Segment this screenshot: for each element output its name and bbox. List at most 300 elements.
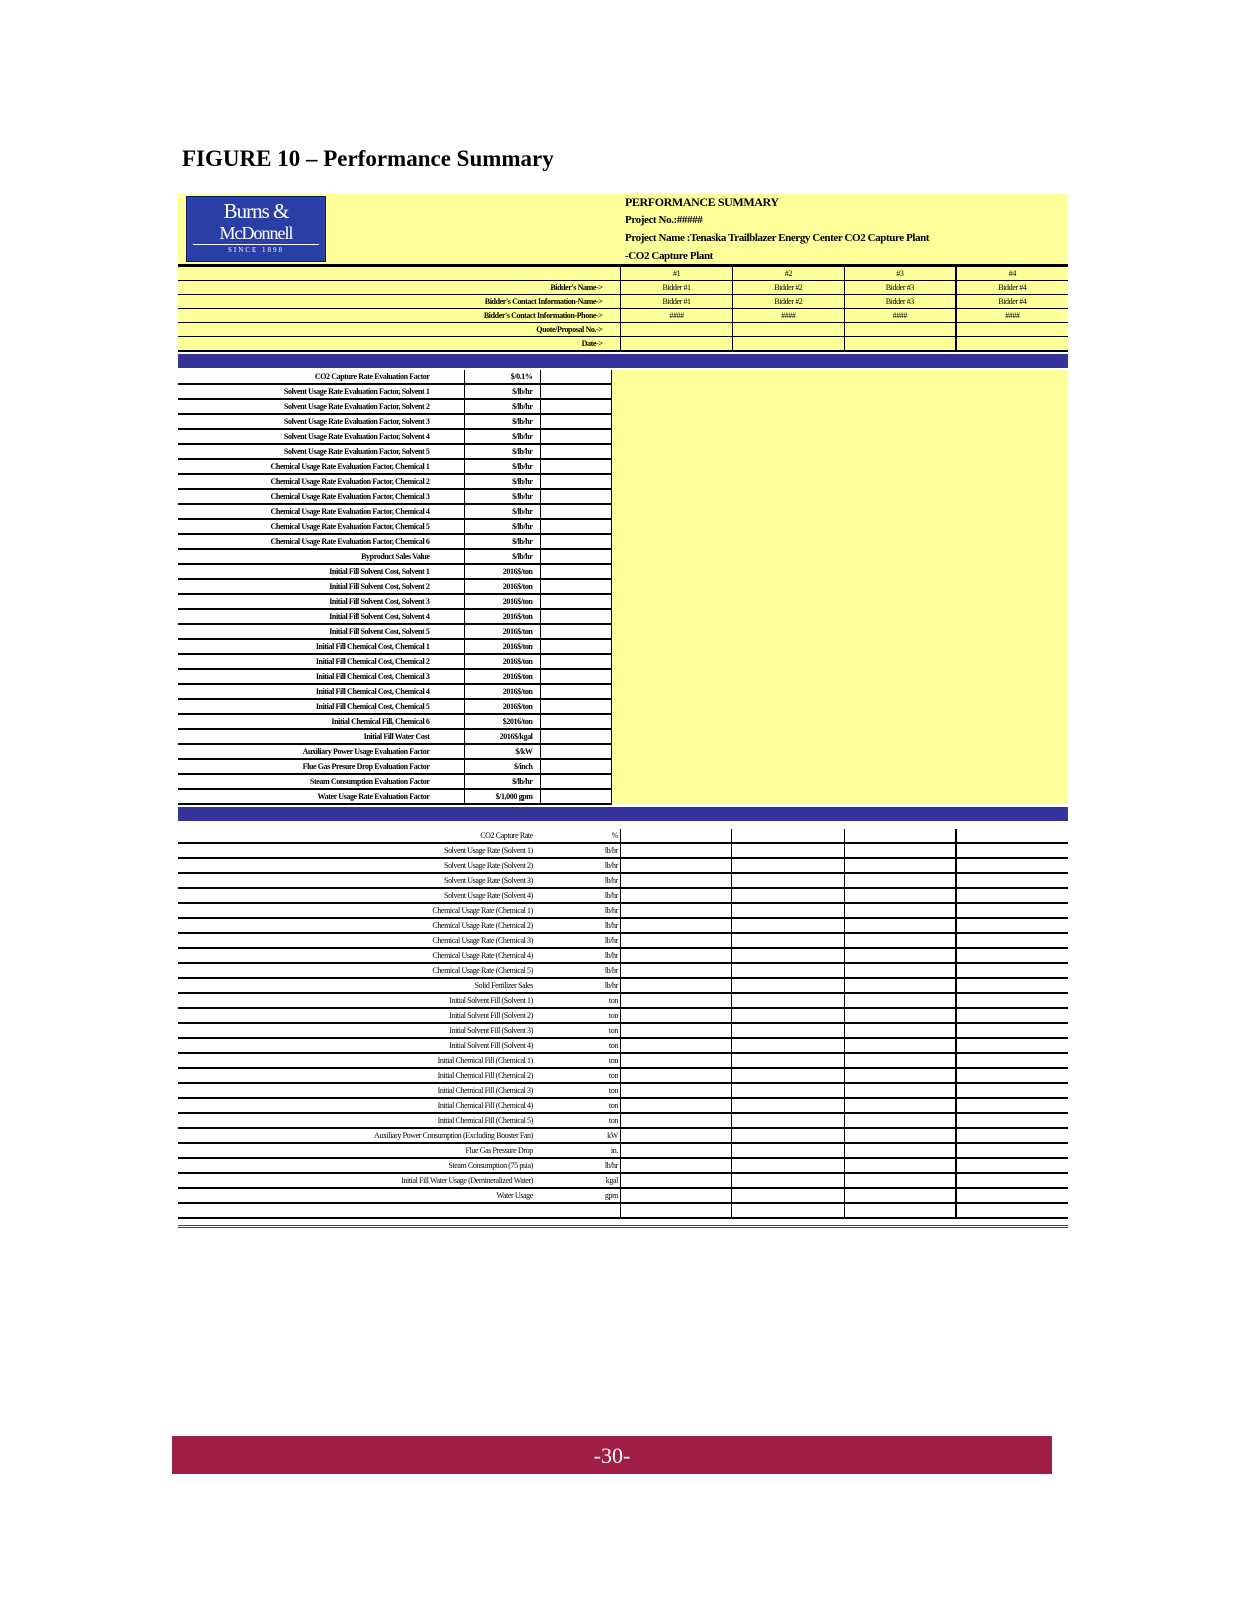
evaluation-factor-unit: $/lb/hr <box>464 774 540 789</box>
evaluation-factor-label: Solvent Usage Rate Evaluation Factor, Solvent 3 <box>178 414 464 429</box>
table-end-rule <box>178 1225 1068 1228</box>
logo-tagline: SINCE 1898 <box>228 246 284 254</box>
performance-bidder-cell <box>844 1188 955 1203</box>
performance-bidder-cell <box>620 1038 731 1053</box>
performance-row <box>178 903 1068 918</box>
performance-bidder-cell <box>620 873 731 888</box>
performance-bidder-cell <box>956 933 1068 948</box>
evaluation-factor-label: Initial Fill Chemical Cost, Chemical 5 <box>178 699 464 714</box>
performance-bidder-cell <box>956 1143 1068 1158</box>
evaluation-factor-unit: $/lb/hr <box>464 414 540 429</box>
evaluation-factor-label: Chemical Usage Rate Evaluation Factor, Chemical 3 <box>178 489 464 504</box>
performance-row <box>178 1083 1068 1098</box>
evaluation-factor-label: Steam Consumption Evaluation Factor <box>178 774 464 789</box>
evaluation-factor-value <box>540 669 611 684</box>
performance-bidder-cell <box>956 918 1068 933</box>
performance-bidder-cell <box>620 933 731 948</box>
performance-unit <box>548 1203 621 1218</box>
evaluation-factor-label: Byproduct Sales Value <box>178 549 464 564</box>
evaluation-factor-label: Solvent Usage Rate Evaluation Factor, Solvent 4 <box>178 429 464 444</box>
performance-row <box>178 1068 1068 1083</box>
performance-label: Initial Chemical Fill (Chemical 4) <box>178 1098 548 1113</box>
performance-bidder-cell <box>956 873 1068 888</box>
performance-bidder-cell <box>844 1173 955 1188</box>
evaluation-factor-value <box>540 429 611 444</box>
company-logo <box>186 196 326 262</box>
performance-unit: ton <box>548 1113 621 1128</box>
evaluation-factor-value <box>540 684 611 699</box>
evaluation-factor-value <box>540 714 611 729</box>
performance-label: Initial Solvent Fill (Solvent 1) <box>178 993 548 1008</box>
performance-label: Chemical Usage Rate (Chemical 4) <box>178 948 548 963</box>
evaluation-factor-label: Chemical Usage Rate Evaluation Factor, Chemical 2 <box>178 474 464 489</box>
performance-row <box>178 1023 1068 1038</box>
evaluation-factor-label: Chemical Usage Rate Evaluation Factor, Chemical 6 <box>178 534 464 549</box>
bidder-row-label: Quote/Proposal No.-> <box>178 323 621 337</box>
performance-bidder-cell <box>732 829 844 843</box>
performance-bidder-cell <box>956 1008 1068 1023</box>
performance-label: CO2 Capture Rate <box>178 829 548 843</box>
evaluation-factor-label: Initial Fill Solvent Cost, Solvent 4 <box>178 609 464 624</box>
performance-bidder-cell <box>732 948 844 963</box>
evaluation-factor-value <box>540 699 611 714</box>
evaluation-factor-unit: 2016$/ton <box>464 564 540 579</box>
performance-bidder-cell <box>844 1128 955 1143</box>
evaluation-factor-value <box>540 789 611 804</box>
performance-bidder-cell <box>844 1143 955 1158</box>
evaluation-factor-label: Initial Chemical Fill, Chemical 6 <box>178 714 464 729</box>
evaluation-factor-label: Solvent Usage Rate Evaluation Factor, Solvent 1 <box>178 384 464 399</box>
performance-row <box>178 1173 1068 1188</box>
bidder-cell <box>956 323 1068 337</box>
performance-label: Initial Solvent Fill (Solvent 4) <box>178 1038 548 1053</box>
evaluation-factor-unit: 2016$/kgal <box>464 729 540 744</box>
bidder-cell: #### <box>621 309 732 323</box>
performance-bidder-cell <box>732 1068 844 1083</box>
evaluation-factor-table <box>178 370 1068 805</box>
performance-bidder-cell <box>844 888 955 903</box>
performance-bidder-cell <box>956 843 1068 858</box>
performance-bidder-cell <box>956 1083 1068 1098</box>
bidder-cell <box>621 323 732 337</box>
performance-row <box>178 1143 1068 1158</box>
performance-row <box>178 1113 1068 1128</box>
project-name: Project Name :Tenaska Trailblazer Energy Center CO2 Capture Plant <box>625 232 930 244</box>
performance-label <box>178 1203 548 1218</box>
evaluation-factor-unit: $/lb/hr <box>464 534 540 549</box>
performance-label: Auxiliary Power Consumption (Excluding Booster Fan) <box>178 1128 548 1143</box>
performance-bidder-cell <box>844 873 955 888</box>
evaluation-factor-label: Initial Fill Chemical Cost, Chemical 3 <box>178 669 464 684</box>
performance-unit: lb/hr <box>548 888 621 903</box>
performance-label: Flue Gas Pressure Drop <box>178 1143 548 1158</box>
evaluation-factor-label: Chemical Usage Rate Evaluation Factor, Chemical 1 <box>178 459 464 474</box>
evaluation-factor-unit: 2016$/ton <box>464 684 540 699</box>
performance-row <box>178 993 1068 1008</box>
performance-row <box>178 1188 1068 1203</box>
performance-bidder-cell <box>732 1158 844 1173</box>
evaluation-factor-label: Auxiliary Power Usage Evaluation Factor <box>178 744 464 759</box>
evaluation-factor-value <box>540 519 611 534</box>
performance-bidder-cell <box>956 948 1068 963</box>
evaluation-factor-unit: $/lb/hr <box>464 489 540 504</box>
performance-row <box>178 888 1068 903</box>
performance-bidder-cell <box>956 1188 1068 1203</box>
bidder-row-label: Bidder's Contact Information-Name-> <box>178 295 621 309</box>
sheet-title: PERFORMANCE SUMMARY <box>625 195 779 209</box>
evaluation-factor-value <box>540 744 611 759</box>
evaluation-factor-label: Water Usage Rate Evaluation Factor <box>178 789 464 804</box>
performance-bidder-cell <box>732 1053 844 1068</box>
performance-row <box>178 1158 1068 1173</box>
evaluation-factor-label: Initial Fill Solvent Cost, Solvent 5 <box>178 624 464 639</box>
bidder-column-header: #3 <box>844 266 955 281</box>
evaluation-factor-value <box>540 624 611 639</box>
performance-row <box>178 963 1068 978</box>
performance-bidder-cell <box>844 1008 955 1023</box>
bidder-row-label: Bidder's Contact Information-Phone-> <box>178 309 621 323</box>
evaluation-factor-label: Solvent Usage Rate Evaluation Factor, Solvent 2 <box>178 399 464 414</box>
performance-bidder-cell <box>844 843 955 858</box>
performance-bidder-cell <box>620 948 731 963</box>
performance-row <box>178 948 1068 963</box>
project-name-continued: -CO2 Capture Plant <box>625 250 713 262</box>
evaluation-factor-label: Initial Fill Water Cost <box>178 729 464 744</box>
bidder-cell <box>956 337 1068 352</box>
performance-bidder-cell <box>956 858 1068 873</box>
performance-bidder-cell <box>732 993 844 1008</box>
performance-label: Initial Solvent Fill (Solvent 3) <box>178 1023 548 1038</box>
performance-bidder-cell <box>732 903 844 918</box>
performance-bidder-cell <box>732 1083 844 1098</box>
evaluation-factor-value <box>540 609 611 624</box>
performance-bidder-cell <box>620 1113 731 1128</box>
bidder-cell: Bidder #2 <box>732 281 844 295</box>
performance-unit: lb/hr <box>548 843 621 858</box>
performance-bidder-cell <box>956 963 1068 978</box>
performance-bidder-cell <box>620 1128 731 1143</box>
performance-row <box>178 843 1068 858</box>
evaluation-factor-unit: $/lb/hr <box>464 519 540 534</box>
bidder-cell <box>732 337 844 352</box>
bidder-cell: #### <box>844 309 955 323</box>
performance-bidder-cell <box>732 1038 844 1053</box>
bidder-cell: #### <box>732 309 844 323</box>
performance-unit: ton <box>548 993 621 1008</box>
page-number: -30- <box>593 1443 631 1468</box>
evaluation-factor-label: Chemical Usage Rate Evaluation Factor, Chemical 4 <box>178 504 464 519</box>
performance-bidder-cell <box>620 829 731 843</box>
bidder-column-header: #2 <box>732 266 844 281</box>
bidder-cell <box>844 323 955 337</box>
evaluation-factor-value <box>540 639 611 654</box>
performance-bidder-cell <box>956 1053 1068 1068</box>
performance-bidder-cell <box>956 1098 1068 1113</box>
evaluation-factor-unit: $/lb/hr <box>464 399 540 414</box>
bidder-cell: Bidder #2 <box>732 295 844 309</box>
bidder-cell: Bidder #4 <box>956 295 1068 309</box>
performance-label: Initial Fill Water Usage (Demineralized Water) <box>178 1173 548 1188</box>
logo-divider <box>193 244 319 245</box>
performance-bidder-cell <box>732 1203 844 1218</box>
evaluation-factor-value <box>540 489 611 504</box>
evaluation-factor-value <box>540 759 611 774</box>
evaluation-factor-unit: $/kW <box>464 744 540 759</box>
performance-unit: lb/hr <box>548 858 621 873</box>
bidder-row <box>178 323 1068 337</box>
performance-unit: % <box>548 829 621 843</box>
evaluation-factor-label: Solvent Usage Rate Evaluation Factor, Solvent 5 <box>178 444 464 459</box>
performance-bidder-cell <box>844 963 955 978</box>
bidder-row <box>178 337 1068 352</box>
bidder-row <box>178 295 1068 309</box>
performance-label: Initial Chemical Fill (Chemical 5) <box>178 1113 548 1128</box>
performance-bidder-cell <box>844 1113 955 1128</box>
figure-title: FIGURE 10 – Performance Summary <box>182 146 554 171</box>
evaluation-factor-value <box>540 534 611 549</box>
performance-summary-sheet <box>178 194 1068 1228</box>
performance-bidder-cell <box>732 858 844 873</box>
evaluation-factor-value <box>540 444 611 459</box>
bidder-row-label: Bidder's Name-> <box>178 281 621 295</box>
performance-bidder-cell <box>620 1068 731 1083</box>
evaluation-factor-value <box>540 594 611 609</box>
performance-bidder-cell <box>956 1038 1068 1053</box>
performance-bidder-cell <box>732 933 844 948</box>
performance-label: Solvent Usage Rate (Solvent 4) <box>178 888 548 903</box>
performance-bidder-cell <box>844 1083 955 1098</box>
performance-bidder-cell <box>732 1143 844 1158</box>
performance-bidder-cell <box>620 963 731 978</box>
performance-bidder-cell <box>732 1113 844 1128</box>
performance-bidder-cell <box>732 963 844 978</box>
performance-label: Initial Chemical Fill (Chemical 3) <box>178 1083 548 1098</box>
evaluation-factor-unit: $/inch <box>464 759 540 774</box>
performance-bidder-cell <box>956 1158 1068 1173</box>
evaluation-factor-label: CO2 Capture Rate Evaluation Factor <box>178 370 464 384</box>
performance-bidder-cell <box>620 1053 731 1068</box>
performance-bidder-cell <box>732 1128 844 1143</box>
performance-bidder-cell <box>956 888 1068 903</box>
evaluation-factor-label: Initial Fill Solvent Cost, Solvent 3 <box>178 594 464 609</box>
performance-unit: lb/hr <box>548 948 621 963</box>
performance-bidder-cell <box>620 903 731 918</box>
performance-row <box>178 1008 1068 1023</box>
performance-unit: in. <box>548 1143 621 1158</box>
sheet-header <box>178 194 1068 264</box>
evaluation-yellow-area <box>611 370 1068 804</box>
performance-bidder-cell <box>956 1173 1068 1188</box>
bidder-header-row <box>178 266 1068 281</box>
performance-bidder-cell <box>844 858 955 873</box>
evaluation-factor-unit: $/lb/hr <box>464 384 540 399</box>
bidder-table <box>178 264 1068 352</box>
performance-bidder-cell <box>956 829 1068 843</box>
performance-unit: lb/hr <box>548 933 621 948</box>
performance-unit: ton <box>548 1083 621 1098</box>
performance-row <box>178 978 1068 993</box>
performance-bidder-cell <box>956 1113 1068 1128</box>
evaluation-factor-unit: 2016$/ton <box>464 699 540 714</box>
performance-bidder-cell <box>844 978 955 993</box>
performance-unit: lb/hr <box>548 873 621 888</box>
evaluation-factor-value <box>540 729 611 744</box>
evaluation-factor-label: Initial Fill Chemical Cost, Chemical 1 <box>178 639 464 654</box>
performance-row <box>178 1053 1068 1068</box>
bidder-row <box>178 281 1068 295</box>
evaluation-factor-unit: $2016/ton <box>464 714 540 729</box>
performance-unit: kgal <box>548 1173 621 1188</box>
performance-label: Chemical Usage Rate (Chemical 5) <box>178 963 548 978</box>
evaluation-factor-label: Initial Fill Solvent Cost, Solvent 2 <box>178 579 464 594</box>
bidder-cell: Bidder #3 <box>844 281 955 295</box>
performance-label: Chemical Usage Rate (Chemical 1) <box>178 903 548 918</box>
evaluation-factor-unit: $/lb/hr <box>464 504 540 519</box>
performance-bidder-cell <box>620 1023 731 1038</box>
bidder-row <box>178 309 1068 323</box>
evaluation-factor-unit: $/lb/hr <box>464 549 540 564</box>
project-number: Project No.:##### <box>625 214 703 226</box>
bidder-cell: Bidder #4 <box>956 281 1068 295</box>
performance-bidder-cell <box>732 1098 844 1113</box>
performance-bidder-cell <box>732 1008 844 1023</box>
performance-bidder-cell <box>620 1158 731 1173</box>
page-footer <box>172 1436 1052 1474</box>
performance-unit: kW <box>548 1128 621 1143</box>
section-band-performance <box>178 807 1068 821</box>
evaluation-factor-value <box>540 504 611 519</box>
evaluation-factor-unit: $/lb/hr <box>464 429 540 444</box>
bidder-cell: Bidder #3 <box>844 295 955 309</box>
performance-bidder-cell <box>844 829 955 843</box>
logo-line-2: McDonnell <box>219 223 293 243</box>
performance-unit: ton <box>548 1053 621 1068</box>
bidder-cell <box>844 337 955 352</box>
performance-row <box>178 873 1068 888</box>
performance-bidder-cell <box>620 1173 731 1188</box>
performance-bidder-cell <box>732 1173 844 1188</box>
performance-bidder-cell <box>956 903 1068 918</box>
performance-bidder-cell <box>732 873 844 888</box>
performance-bidder-cell <box>620 843 731 858</box>
performance-row <box>178 918 1068 933</box>
performance-bidder-cell <box>620 1143 731 1158</box>
performance-bidder-cell <box>620 888 731 903</box>
performance-unit: gpm <box>548 1188 621 1203</box>
performance-bidder-cell <box>732 888 844 903</box>
bidder-cell: #### <box>956 309 1068 323</box>
performance-row <box>178 1098 1068 1113</box>
performance-bidder-cell <box>620 1188 731 1203</box>
performance-bidder-cell <box>844 1023 955 1038</box>
performance-unit: lb/hr <box>548 903 621 918</box>
performance-bidder-cell <box>956 1128 1068 1143</box>
evaluation-factor-unit: 2016$/ton <box>464 594 540 609</box>
performance-bidder-cell <box>732 918 844 933</box>
evaluation-factor-unit: 2016$/ton <box>464 669 540 684</box>
performance-label: Chemical Usage Rate (Chemical 2) <box>178 918 548 933</box>
evaluation-factor-value <box>540 579 611 594</box>
evaluation-factor-label: Initial Fill Solvent Cost, Solvent 1 <box>178 564 464 579</box>
evaluation-factor-unit: 2016$/ton <box>464 624 540 639</box>
performance-bidder-cell <box>732 843 844 858</box>
performance-bidder-cell <box>620 1203 731 1218</box>
performance-unit: ton <box>548 1038 621 1053</box>
performance-label: Solvent Usage Rate (Solvent 2) <box>178 858 548 873</box>
performance-row <box>178 1038 1068 1053</box>
performance-bidder-cell <box>844 918 955 933</box>
evaluation-factor-value <box>540 459 611 474</box>
performance-bidder-cell <box>956 1203 1068 1218</box>
bidder-header-label <box>178 266 621 281</box>
evaluation-factor-value <box>540 774 611 789</box>
performance-unit: ton <box>548 1068 621 1083</box>
evaluation-factor-value <box>540 549 611 564</box>
performance-bidder-cell <box>844 948 955 963</box>
performance-unit: ton <box>548 1098 621 1113</box>
evaluation-factor-row <box>178 370 1068 384</box>
performance-bidder-cell <box>620 1098 731 1113</box>
bidder-cell: Bidder #1 <box>621 281 732 295</box>
bidder-cell <box>732 323 844 337</box>
performance-label: Steam Consumption (75 psia) <box>178 1158 548 1173</box>
performance-bidder-cell <box>620 978 731 993</box>
performance-table <box>178 829 1068 1219</box>
evaluation-factor-unit: $/lb/hr <box>464 459 540 474</box>
performance-row <box>178 933 1068 948</box>
performance-bidder-cell <box>732 978 844 993</box>
performance-row <box>178 1203 1068 1218</box>
performance-bidder-cell <box>620 1008 731 1023</box>
performance-bidder-cell <box>732 1188 844 1203</box>
performance-bidder-cell <box>620 918 731 933</box>
evaluation-factor-value <box>540 564 611 579</box>
performance-label: Solvent Usage Rate (Solvent 3) <box>178 873 548 888</box>
evaluation-factor-unit: 2016$/ton <box>464 609 540 624</box>
performance-unit: ton <box>548 1023 621 1038</box>
evaluation-factor-label: Flue Gas Presure Drop Evaluation Factor <box>178 759 464 774</box>
performance-bidder-cell <box>844 903 955 918</box>
bidder-cell <box>621 337 732 352</box>
evaluation-factor-label: Chemical Usage Rate Evaluation Factor, Chemical 5 <box>178 519 464 534</box>
evaluation-factor-unit: $/lb/hr <box>464 444 540 459</box>
evaluation-factor-unit: 2016$/ton <box>464 579 540 594</box>
evaluation-factor-unit: 2016$/ton <box>464 639 540 654</box>
performance-bidder-cell <box>956 978 1068 993</box>
performance-unit: lb/hr <box>548 1158 621 1173</box>
performance-bidder-cell <box>844 1158 955 1173</box>
performance-bidder-cell <box>956 1068 1068 1083</box>
evaluation-factor-value <box>540 414 611 429</box>
performance-label: Initial Solvent Fill (Solvent 2) <box>178 1008 548 1023</box>
evaluation-factor-value <box>540 370 611 384</box>
performance-row <box>178 829 1068 843</box>
performance-unit: lb/hr <box>548 918 621 933</box>
performance-row <box>178 858 1068 873</box>
performance-unit: ton <box>548 1008 621 1023</box>
bidder-cell: Bidder #1 <box>621 295 732 309</box>
performance-label: Initial Chemical Fill (Chemical 1) <box>178 1053 548 1068</box>
evaluation-factor-label: Initial Fill Chemical Cost, Chemical 2 <box>178 654 464 669</box>
evaluation-factor-unit: 2016$/ton <box>464 654 540 669</box>
bidder-column-header: #1 <box>621 266 732 281</box>
performance-bidder-cell <box>844 1203 955 1218</box>
evaluation-factor-value <box>540 384 611 399</box>
section-band-evaluation <box>178 354 1068 368</box>
performance-label: Solid Fertilizer Sales <box>178 978 548 993</box>
performance-label: Water Usage <box>178 1188 548 1203</box>
performance-label: Chemical Usage Rate (Chemical 3) <box>178 933 548 948</box>
